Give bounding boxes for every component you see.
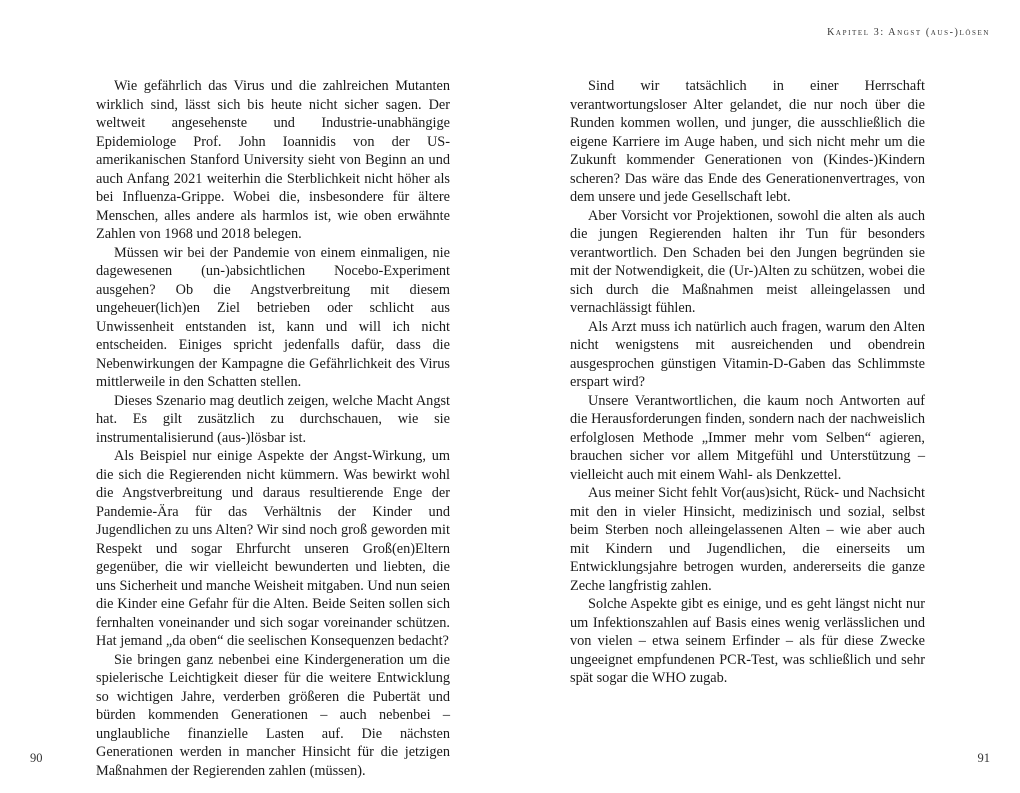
- paragraph: Aus meiner Sicht fehlt Vor(aus)sicht, Rück- und Nachsicht mit den in vieler Hinsicht, medizinisch und sozial, selbst beim Sterben noch alleingelassenen Alten – wie aber auch mit Kindern und Jugendlichen, die einerseits um Entwicklungsjahre betrogen wurden, andererseits die ganze Zeche langfristig zahlen.: [570, 485, 925, 594]
- paragraph: Sind wir tatsächlich in einer Herrschaft verantwortungsloser Alter gelandet, die nur noch über die Runden kommen wollen, und junger, die ausschließlich die eigene Karriere im Auge haben, und sich nicht mehr um die Zukunft kommender Generationen von (Kindes-)Kindern scheren? Das wäre das Ende des Generationenvertrages, von dem unsere und jede Gesellschaft lebt.: [570, 78, 925, 205]
- paragraph: Als Beispiel nur einige Aspekte der Angst-Wirkung, um die sich die Regierenden nicht kümmern. Was bewirkt wohl die Angstverbreitung und daraus resultierende Enge der Pandemie-Ära für das Verhältnis der Kinder und Jugendlichen zu uns Alten? Wir sind noch groß geworden mit Respekt und sogar Ehrfurcht unseren Groß(en)Eltern gegenüber, die wir vielleicht bewunderten und liebten, die uns Sicherheit und manche Weisheit mitgaben. Und nun seien die Kinder eine Gefahr für die Alten. Beide Seiten sollen sich fernhalten voneinander und sich sogar voreinander schützen. Hat jemand „da oben“ die seelischen Konsequenzen bedacht?: [96, 448, 450, 649]
- paragraph: Müssen wir bei der Pandemie von einem einmaligen, nie dagewesenen (un-)absichtlichen Nocebo-Experiment ausgehen? Ob die Angstverbreitung mit diesem ungeheuer(lich)en Ziel betrieben oder schlicht aus Unwissenheit entstanden ist, kann und will ich nicht entscheiden. Einiges spricht jedenfalls dafür, dass die Nebenwirkungen der Kampagne die Gefährlichkeit des Virus mittlerweile in den Schatten stellen.: [96, 244, 450, 390]
- paragraph: Unsere Verantwortlichen, die kaum noch Antworten auf die Herausforderungen finden, sondern nach der nachweislich erfolglosen Methode „Immer mehr vom Selben“ agieren, brauchen sicher vor allem Mitgefühl und Unterstützung – vielleicht auch mit einem Wahl- als Denkzettel.: [570, 392, 925, 483]
- running-head: Kapitel 3: Angst (aus-)lösen: [827, 27, 990, 38]
- paragraph: Aber Vorsicht vor Projektionen, sowohl die alten als auch die jungen Regierenden halten ihr Tun für besonders verantwortlich. Den Schaden bei den Jungen begründen sie mit der Notwendigkeit, die (Ur-)Alten zu schützen, wobei die sich durch die Maßnahmen meist alleingelassen und vernachlässigt fühlen.: [570, 207, 925, 316]
- page-number-right: 91: [977, 751, 990, 765]
- paragraph: Wie gefährlich das Virus und die zahlreichen Mutanten wirklich sind, lässt sich bis heute nicht sicher sagen. Der weltweit angesehenste und Industrie-unabhängige Epidemiologe Prof. John Ioannidis von der US-amerikanischen Stanford University sieht von Beginn an und auch Anfang 2021 weiterhin die Sterblichkeit nicht höher als bei Influenza-Grippe. Wobei die, insbesondere für ältere Menschen, alles andere als harmlos ist, wie oben erwähnte Zahlen von 1968 und 2018 belegen.: [96, 78, 450, 242]
- paragraph: Als Arzt muss ich natürlich auch fragen, warum den Alten nicht wenigstens mit ausreichenden und obendrein ausgesprochen günstigen Vitamin-D-Gaben das Schlimmste erspart wird?: [570, 318, 925, 390]
- paragraph: Sie bringen ganz nebenbei eine Kindergeneration um die spielerische Leichtigkeit dieser für die weitere Entwicklung so wichtigen Jahre, verderben größeren die Pubertät und bürden kommenden Generationen – auch nebenbei – unglaubliche finanzielle Lasten auf. Die nächsten Generationen werden in mancher Hinsicht für die jetzigen Maßnahmen der Regierenden zahlen (müssen).: [96, 651, 450, 779]
- page-number-left: 90: [30, 751, 43, 765]
- paragraph: Solche Aspekte gibt es einige, und es geht längst nicht nur um Infektionszahlen auf Basis eines wenig verlässlichen und von vielen – etwa seinem Erfinder – als für diese Zwecke ungeeignet empfundenen PCR-Test, was schließlich und sehr spät sogar die WHO zugab.: [570, 596, 925, 686]
- right-page-text: [570, 77, 925, 688]
- paragraph: Dieses Szenario mag deutlich zeigen, welche Macht Angst hat. Es gilt zusätzlich zu durchschauen, wie sie instrumentalisierund (aus-)lösbar ist.: [96, 392, 450, 446]
- left-page-text: [96, 77, 450, 780]
